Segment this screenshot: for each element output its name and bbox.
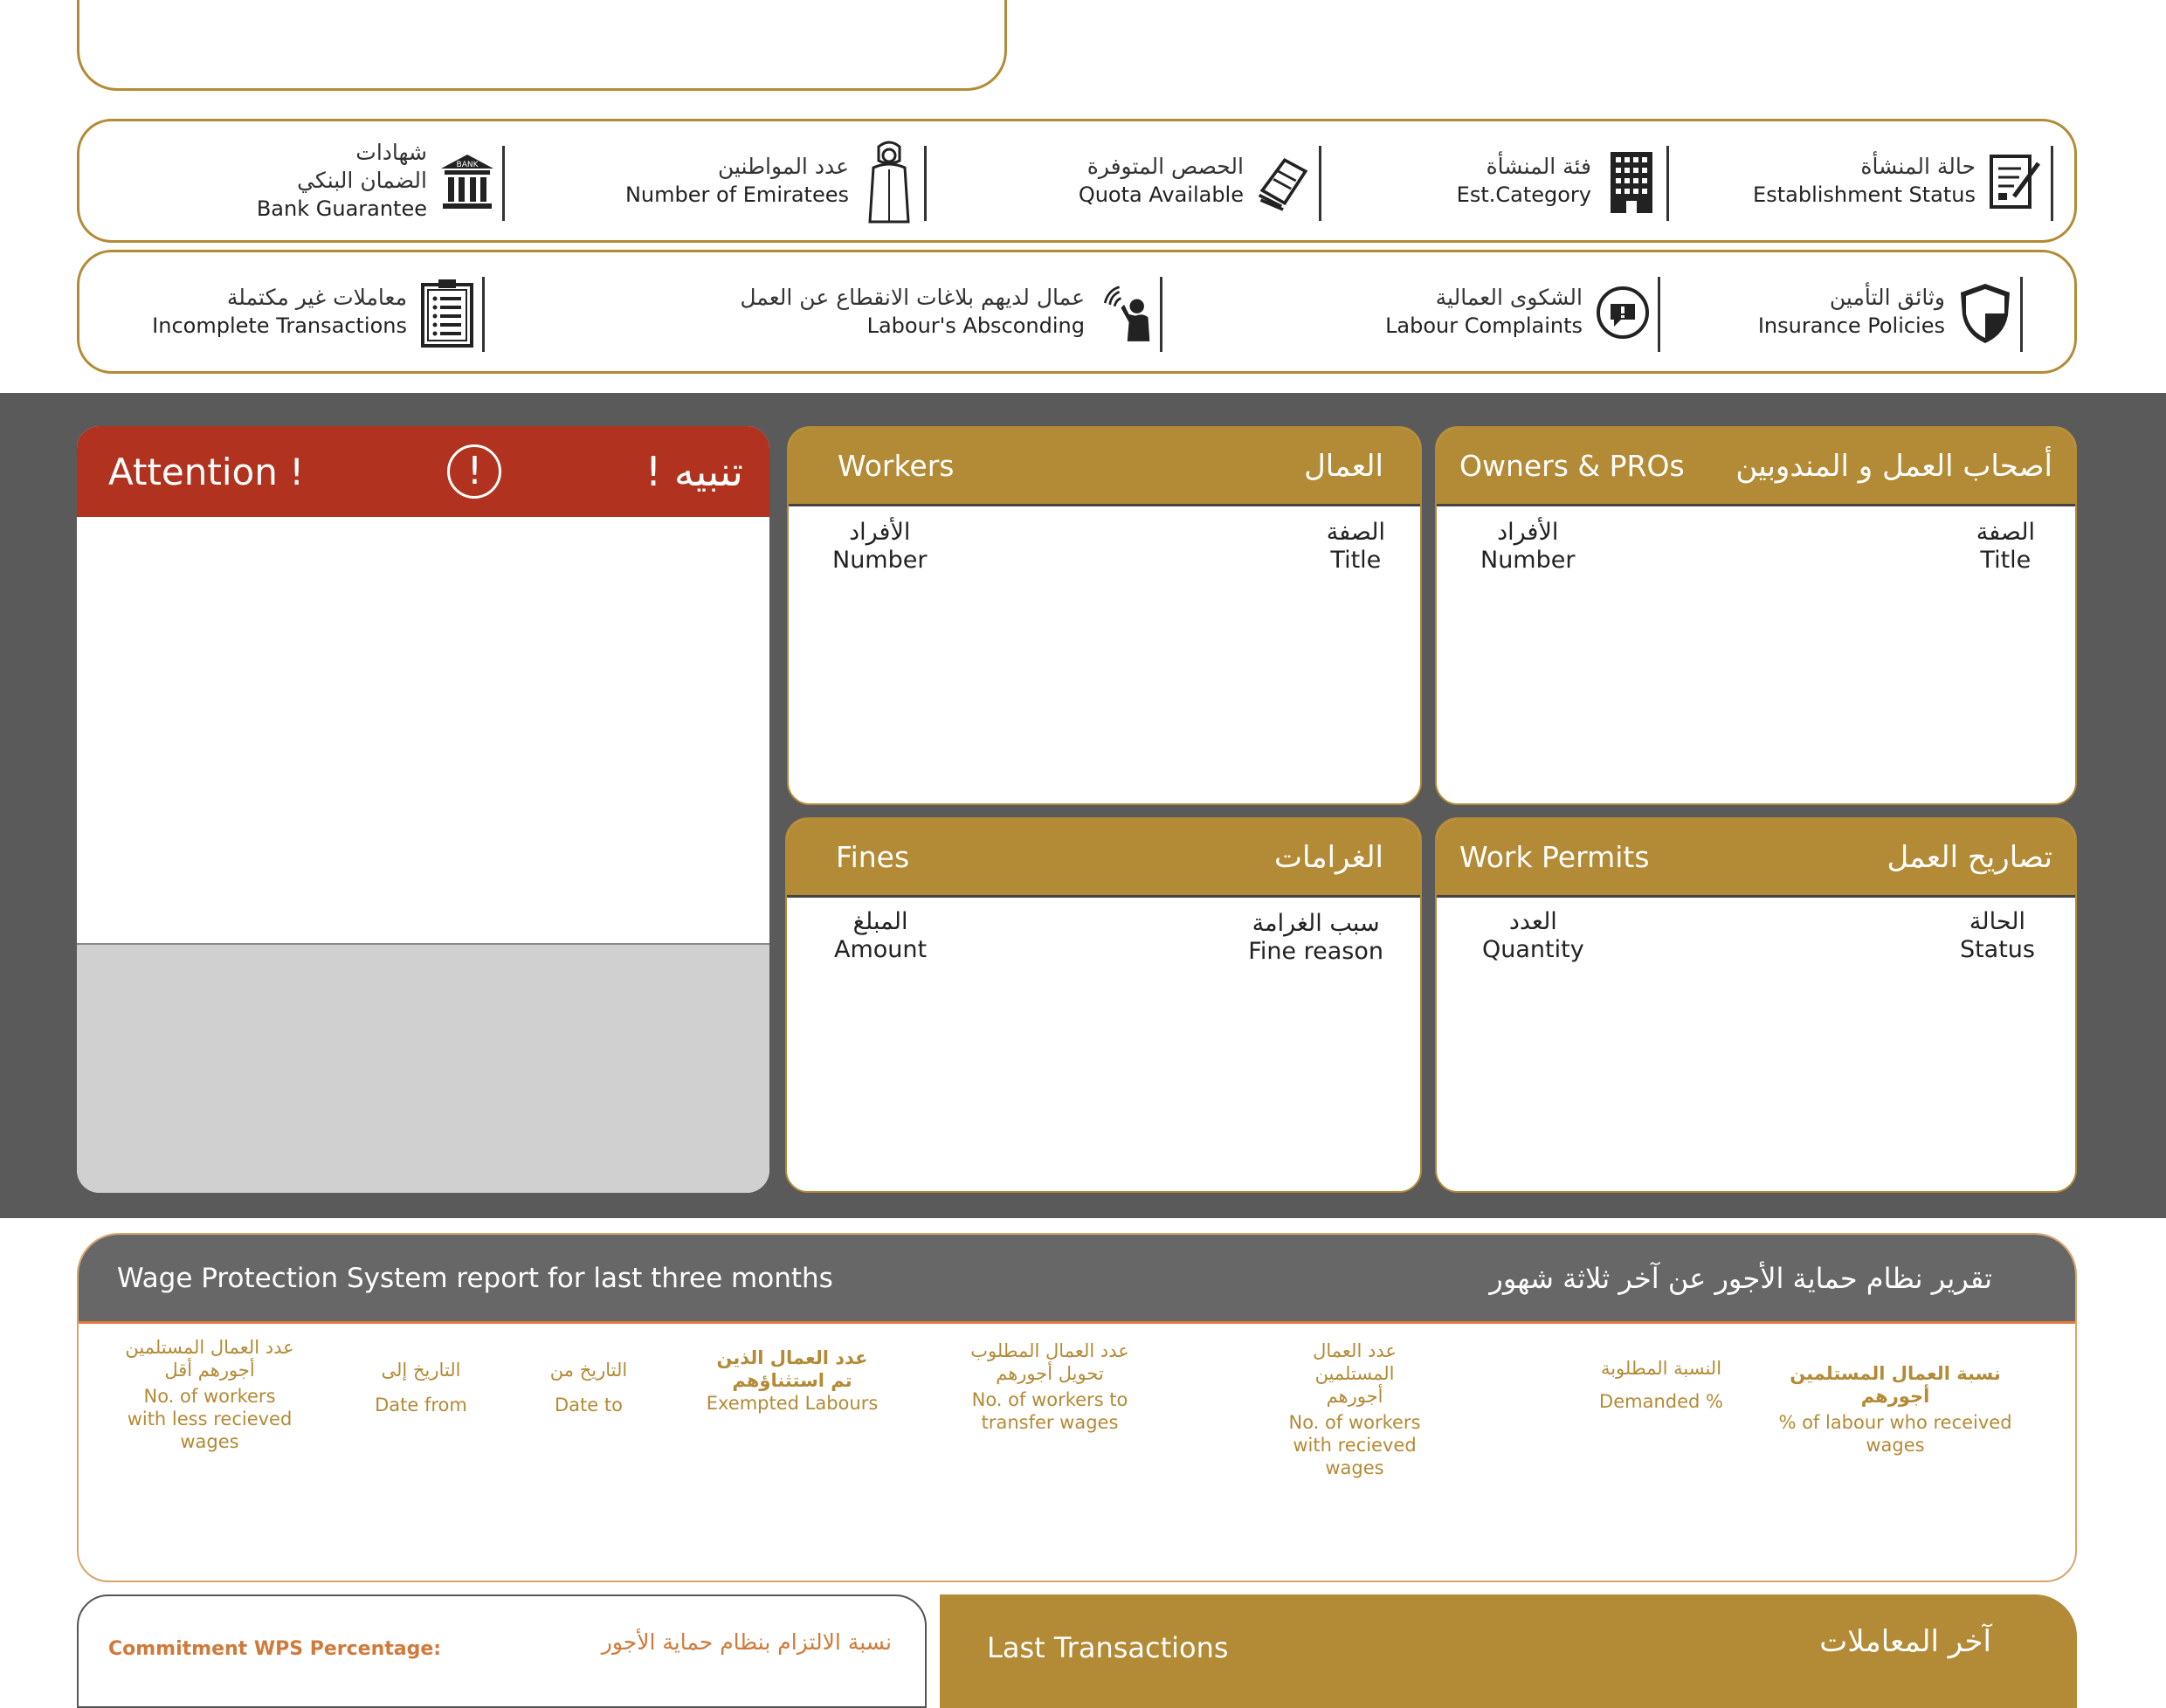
wps-header	[79, 1235, 2075, 1324]
commitment-label-ar: نسبة الالتزام بنظام حماية الأجور	[601, 1629, 892, 1655]
stat-separator	[2020, 277, 2023, 352]
workers-col-number: الأفراد Number	[832, 519, 928, 574]
stat-separator	[924, 146, 927, 221]
wps-title-en: Wage Protection System report for last three months	[117, 1262, 833, 1294]
wps-col-pct-received: نسبة العمال المستلمين أجورهم % of labour who received wages	[1778, 1363, 2012, 1456]
stat-separator	[502, 146, 505, 221]
last-transactions-header	[940, 1594, 2077, 1708]
wps-col-exempted: عدد العمال الذين تم استثناؤهم Exempted Labours	[706, 1347, 879, 1414]
stat-label-ar: حالة المنشأة	[1860, 154, 1976, 179]
attention-content	[77, 517, 769, 945]
stat-label-en: Establishment Status	[1753, 183, 1976, 207]
stat-label-en: Number of Emiratees	[624, 183, 849, 207]
work-permits-title-en: Work Permits	[1459, 840, 1650, 874]
workers-header	[789, 428, 1420, 506]
workers-title-en: Workers	[838, 449, 955, 483]
stat-label-en: Insurance Policies	[1757, 313, 1945, 338]
owners-title-ar: أصحاب العمل و المندوبين	[1735, 448, 2052, 484]
shield-icon	[1957, 273, 2013, 352]
commitment-wps-box	[77, 1594, 927, 1708]
attention-header	[77, 426, 769, 517]
labour-stats-bar	[77, 250, 2077, 374]
stat-separator	[1658, 277, 1660, 352]
stat-separator	[1666, 146, 1669, 221]
owners-title-en: Owners & PROs	[1459, 449, 1685, 483]
workers-col-title: الصفة Title	[1326, 519, 1385, 574]
stat-separator	[482, 277, 485, 352]
fines-col-reason: سبب الغرامة Fine reason	[1248, 910, 1383, 965]
stat-label-ar: الشكوى العمالية	[1435, 285, 1583, 310]
wps-col-demanded: النسبة المطلوبة Demanded %	[1599, 1358, 1723, 1412]
stat-label-en: Quota Available	[1078, 183, 1244, 207]
stat-label-ar: معاملات غير مكتملة	[226, 285, 407, 310]
stat-separator	[1160, 277, 1162, 352]
attention-title-en: Attention !	[108, 450, 305, 493]
wps-title-ar: تقرير نظام حماية الأجور عن آخر ثلاثة شهور	[1489, 1261, 1992, 1295]
complaint-icon	[1595, 273, 1651, 352]
building-icon	[1604, 142, 1659, 221]
owners-header	[1437, 428, 2075, 506]
attention-footer	[77, 945, 769, 1193]
last-transactions-title-en: Last Transactions	[987, 1631, 1229, 1664]
workers-card	[787, 426, 1422, 805]
commitment-label-en: Commitment WPS Percentage:	[108, 1638, 442, 1660]
stat-label-ar: الحصص المتوفرة	[1086, 154, 1244, 179]
bank-icon	[439, 142, 495, 221]
stat-label-en: Labour Complaints	[1385, 313, 1583, 338]
wps-col-received: عدد العمال المستلمين أجورهم No. of workers with recieved wages	[1288, 1340, 1421, 1478]
exclamation-icon: !	[447, 444, 501, 499]
document-edit-icon	[1988, 142, 2044, 221]
owners-col-title: الصفة Title	[1976, 519, 2035, 574]
stat-label-ar: عمال لديهم بلاغات الانقطاع عن العمل	[740, 285, 1085, 310]
stat-separator	[2051, 146, 2053, 221]
papers-stack-icon	[1256, 142, 1312, 221]
bank-word: BANK	[456, 161, 479, 169]
fines-col-amount: المبلغ Amount	[834, 908, 928, 963]
checklist-icon	[419, 273, 475, 352]
owners-pros-card	[1435, 426, 2077, 805]
work-permits-header	[1437, 819, 2075, 898]
absconding-icon	[1097, 273, 1153, 352]
stat-label-en: Incomplete Transactions	[152, 313, 407, 338]
wps-col-to-transfer: عدد العمال المطلوب تحويل أجورهم No. of workers to transfer wages	[970, 1340, 1129, 1433]
stat-label-ar: وثائق التأمين	[1829, 285, 1945, 310]
wps-report	[77, 1233, 2077, 1582]
workers-title-ar: العمال	[1304, 448, 1383, 484]
work-permits-title-ar: تصاريح العمل	[1887, 839, 2052, 875]
attention-card	[77, 426, 769, 1193]
stat-label-en: Bank Guarantee	[256, 196, 427, 221]
owners-col-number: الأفراد Number	[1480, 519, 1576, 574]
emirati-person-icon	[861, 142, 917, 221]
work-permits-card	[1435, 817, 2077, 1193]
stat-label-ar: عدد المواطنين	[717, 154, 849, 179]
establishment-stats-bar	[77, 119, 2077, 243]
wps-col-date-to: التاريخ من Date to	[549, 1360, 628, 1415]
last-transactions-title-ar: آخر المعاملات	[1819, 1624, 1991, 1659]
top-info-box	[77, 0, 1007, 91]
fines-title-ar: الغرامات	[1274, 839, 1383, 875]
attention-title-ar: تنبيه !	[645, 448, 743, 495]
work-permits-col-quantity: العدد Quantity	[1482, 908, 1584, 963]
work-permits-col-status: الحالة Status	[1959, 908, 2035, 963]
fines-title-en: Fines	[836, 840, 910, 874]
stat-separator	[1319, 146, 1321, 221]
stat-label-ar-line1: شهادات	[355, 140, 427, 165]
fines-header	[787, 819, 1420, 898]
stat-label-en: Est.Category	[1456, 183, 1591, 207]
wps-col-date-from: التاريخ إلى Date from	[375, 1360, 467, 1415]
stat-label-en: Labour's Absconding	[866, 313, 1085, 338]
fines-card	[785, 817, 1422, 1193]
stat-label-ar: الضمان البنكي	[297, 168, 427, 193]
wps-col-less-received: عدد العمال المستلمين أجورهم أقل No. of workers with less recieved wages	[125, 1337, 294, 1452]
stat-label-ar: فئة المنشأة	[1486, 154, 1591, 179]
